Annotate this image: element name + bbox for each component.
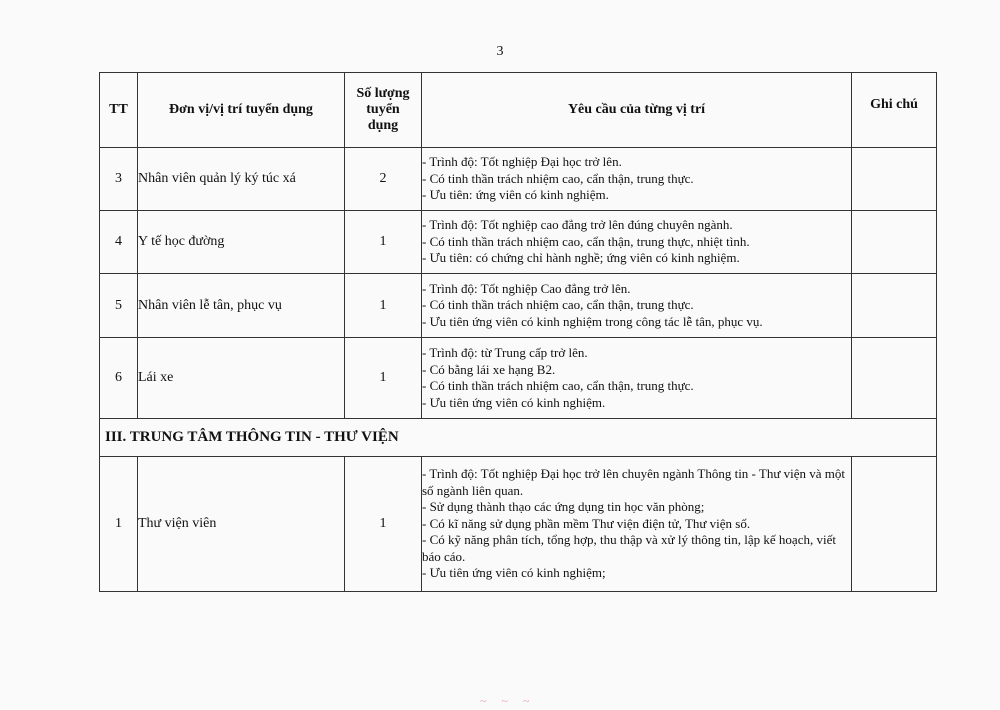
row-requirements: [422, 211, 852, 274]
red-stamp-mark: ~ ~ ~: [480, 694, 536, 708]
page-number: 3: [496, 44, 504, 59]
requirement-line: - Ưu tiên ứng viên có kinh nghiệm trong công tác lễ tân, phục vụ.: [422, 313, 763, 329]
requirement-line: - Có bằng lái xe hạng B2.: [422, 361, 556, 377]
row-note: [852, 211, 937, 274]
row-quantity: 1: [345, 338, 422, 419]
requirement-line: - Có kĩ năng sử dụng phần mềm Thư viện điện tử, Thư viện số.: [422, 515, 751, 531]
requirement-line: - Có tinh thần trách nhiệm cao, cẩn thận, trung thực, nhiệt tình.: [422, 233, 750, 249]
recruitment-table: [99, 72, 937, 592]
row-unit: Y tế học đường: [138, 211, 345, 274]
row-requirements: [422, 148, 852, 211]
header-tt: TT: [100, 73, 138, 148]
header-quantity: [345, 73, 422, 148]
requirement-line: - Có tinh thần trách nhiệm cao, cẩn thận, trung thực.: [422, 378, 694, 393]
header-unit: Đơn vị/vị trí tuyển dụng: [138, 73, 345, 148]
section-title: III. TRUNG TÂM THÔNG TIN - THƯ VIỆN: [100, 419, 937, 457]
row-requirements: [422, 274, 852, 338]
row-requirements: [422, 338, 852, 419]
row-unit: Lái xe: [138, 338, 345, 419]
requirement-line: - Có tinh thần trách nhiệm cao, cẩn thận, trung thực.: [422, 170, 694, 186]
requirement-line: - Ưu tiên ứng viên có kinh nghiệm.: [422, 394, 606, 410]
row-note: [852, 457, 937, 592]
table-row: [100, 457, 937, 592]
requirement-line: - Trình độ: Tốt nghiệp Cao đẳng trở lên.: [422, 280, 631, 296]
row-quantity: 1: [345, 457, 422, 592]
requirement-line: - Ưu tiên: có chứng chỉ hành nghề; ứng viên có kinh nghiệm.: [422, 250, 740, 266]
requirement-line: - Có kỹ năng phân tích, tổng hợp, thu thập và xử lý thông tin, lập kế hoạch, viết báo cáo.: [422, 532, 836, 564]
requirement-line: - Ưu tiên: ứng viên có kinh nghiệm.: [422, 187, 609, 203]
row-unit: Nhân viên quản lý ký túc xá: [138, 148, 345, 211]
requirement-line: - Ưu tiên ứng viên có kinh nghiệm;: [422, 565, 606, 581]
header-requirements: Yêu cầu của từng vị trí: [422, 73, 852, 148]
row-note: [852, 148, 937, 211]
table-row: [100, 211, 937, 274]
table-header-row: [100, 73, 937, 148]
row-unit: Nhân viên lễ tân, phục vụ: [138, 274, 345, 338]
requirement-line: - Sử dụng thành thạo các ứng dụng tin học văn phòng;: [422, 499, 705, 515]
row-quantity: 2: [345, 148, 422, 211]
requirement-line: - Trình độ: Tốt nghiệp Đại học trở lên.: [422, 154, 622, 170]
row-tt: 3: [100, 148, 138, 211]
requirement-line: - Có tinh thần trách nhiệm cao, cẩn thận, trung thực.: [422, 297, 694, 313]
table-row: [100, 338, 937, 419]
row-tt: 6: [100, 338, 138, 419]
row-note: [852, 338, 937, 419]
row-note: [852, 274, 937, 338]
row-tt: 5: [100, 274, 138, 338]
table-row: [100, 148, 937, 211]
header-note: Ghi chú: [852, 73, 937, 148]
header-quantity-line1: Số lượng: [356, 86, 410, 101]
requirement-line: - Trình độ: Tốt nghiệp cao đẳng trở lên đúng chuyên ngành.: [422, 217, 733, 233]
row-quantity: 1: [345, 274, 422, 338]
section-row: [100, 419, 937, 457]
requirement-line: - Trình độ: từ Trung cấp trở lên.: [422, 345, 588, 360]
row-quantity: 1: [345, 211, 422, 274]
table-row: [100, 274, 937, 338]
row-unit: Thư viện viên: [138, 457, 345, 592]
row-requirements: [422, 457, 852, 592]
row-tt: 4: [100, 211, 138, 274]
row-tt: 1: [100, 457, 138, 592]
header-quantity-line2: tuyển: [366, 102, 400, 117]
requirement-line: - Trình độ: Tốt nghiệp Đại học trở lên chuyên ngành Thông tin - Thư viện và một số ngành liên quan.: [422, 466, 846, 498]
header-quantity-line3: dụng: [367, 118, 399, 133]
